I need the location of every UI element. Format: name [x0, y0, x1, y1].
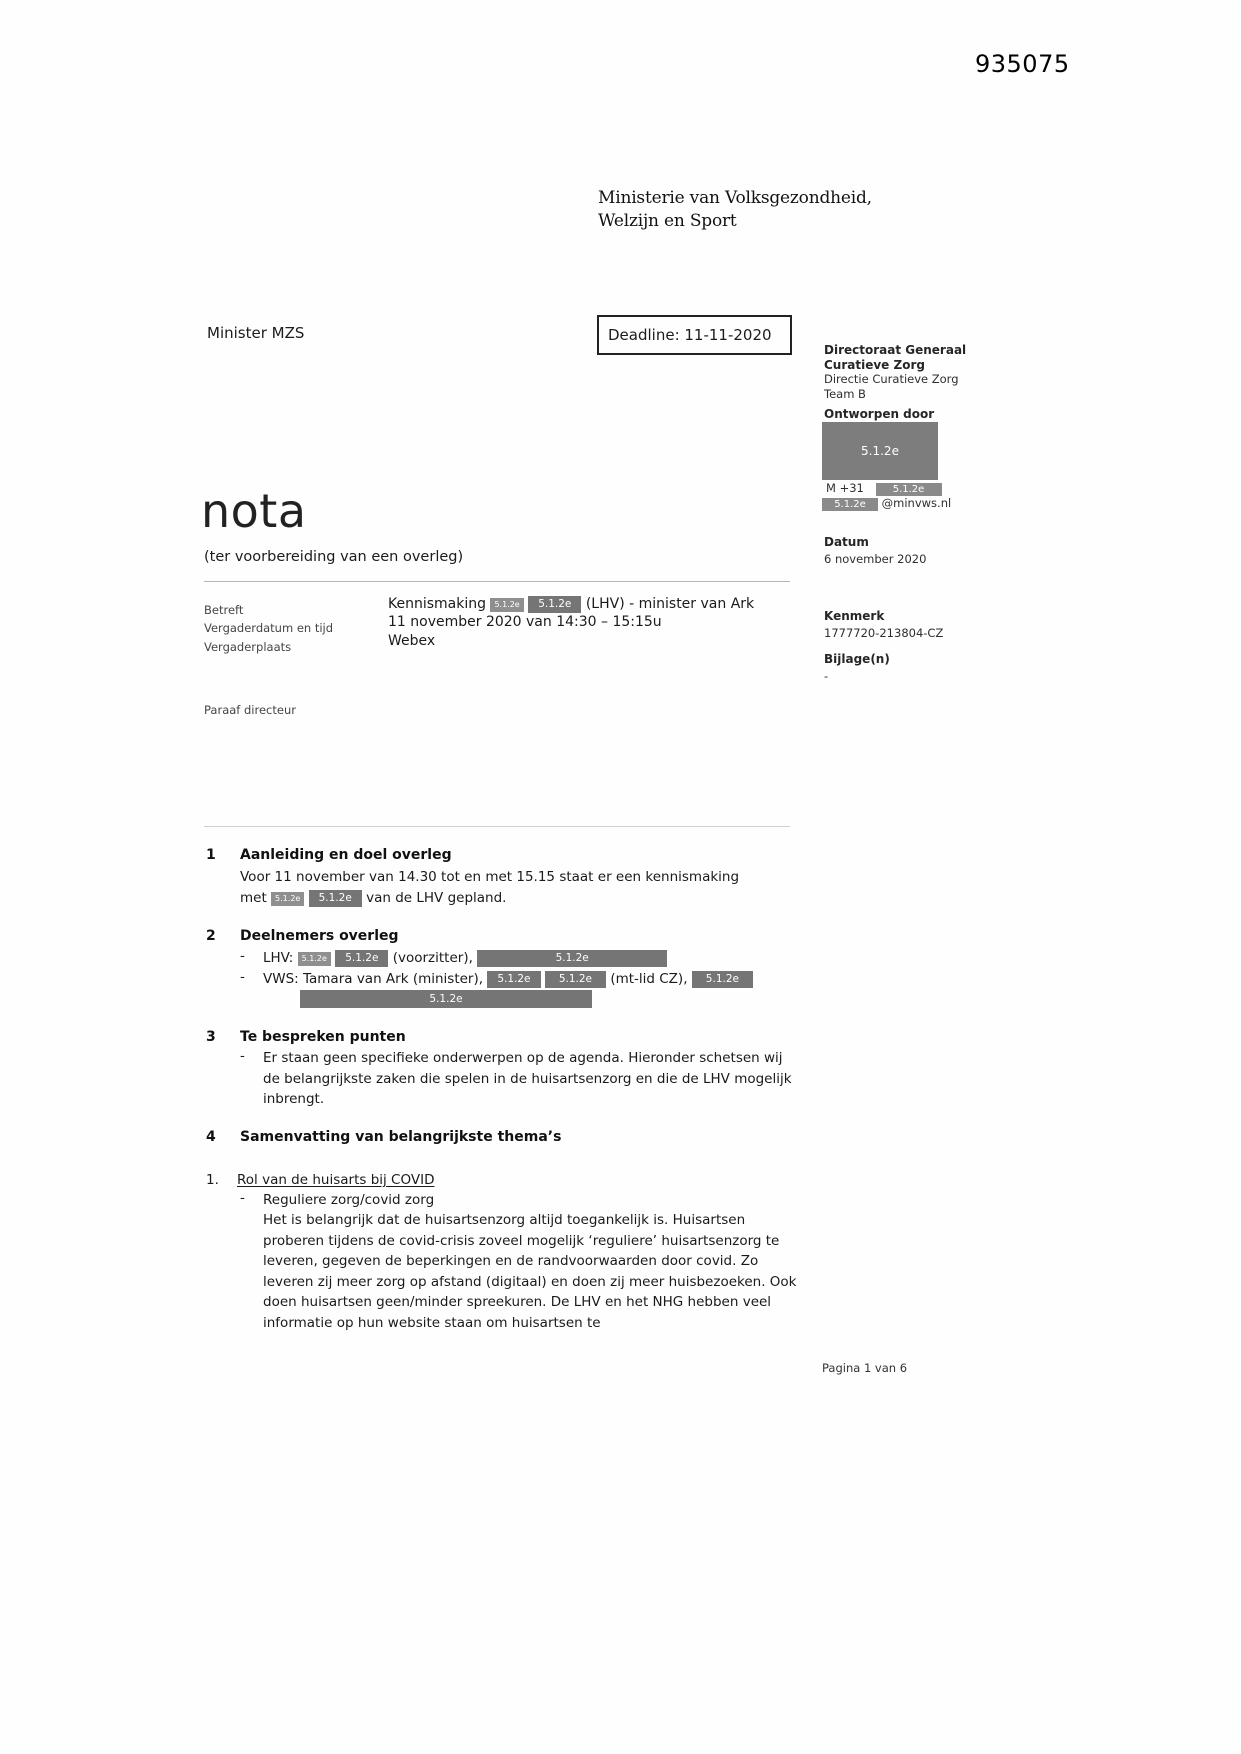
- kenmerk-value: 1777720-213804-CZ: [824, 626, 944, 640]
- theme1-paragraph: Het is belangrijk dat de huisartsenzorg altijd toegankelijk is. Huisartsen proberen tijdens de covid-crisis zoveel mogelijk ‘reguliere’ huisartsenzorg te leveren, gegeven de beperkingen en de randvoorwaarden door covid. Zo leveren zij meer zorg op afstand (digitaal) en doen zij meer huisbezoeken. Ook doen huisartsen geen/minder spreekuren. De LHV en het NHG hebben veel informatie op hun website staan om huisartsen te: [263, 1212, 797, 1331]
- org-line2: Curatieve Zorg: [824, 357, 925, 372]
- theme1-title: Rol van de huisarts bij COVID: [237, 1172, 435, 1188]
- vergaderplaats-label: Vergaderplaats: [204, 640, 292, 654]
- bullet1-mid: (voorzitter),: [392, 950, 473, 966]
- paraaf-directeur-label: Paraaf directeur: [204, 703, 296, 717]
- section4-number: 4: [206, 1129, 216, 1145]
- vergaderdatum-label: Vergaderdatum en tijd: [204, 621, 334, 635]
- section2-number: 2: [206, 928, 216, 944]
- redaction-block: 5.1.2e: [298, 952, 331, 966]
- section3-title: Te bespreken punten: [240, 1029, 406, 1045]
- betreft-text-post: (LHV) - minister van Ark: [585, 596, 755, 612]
- divider-body: [204, 826, 790, 827]
- deadline-box: [597, 315, 792, 355]
- section2-bullet2: [263, 969, 753, 990]
- section1-title: Aanleiding en doel overleg: [240, 847, 452, 863]
- org-line4: Team B: [824, 386, 866, 401]
- recipient: Minister MZS: [207, 324, 305, 342]
- vergaderdatum-value: 11 november 2020 van 14:30 – 15:15u: [388, 614, 662, 630]
- bullet2-mid: (mt-lid CZ),: [610, 971, 688, 987]
- section1-line2-post: van de LHV gepland.: [366, 889, 507, 906]
- kenmerk-label: Kenmerk: [824, 609, 885, 623]
- sidebar-email-line: [822, 496, 951, 511]
- section4-title: Samenvatting van belangrijkste thema’s: [240, 1129, 562, 1145]
- redaction-block: 5.1.2e: [490, 598, 523, 612]
- betreft-value: [388, 596, 754, 613]
- phone-prefix: M +31: [826, 481, 864, 495]
- section1-line1: Voor 11 november van 14.30 tot en met 15.15 staat er een kennismaking: [240, 869, 740, 885]
- vergaderplaats-value: Webex: [388, 633, 436, 649]
- org-line1: Directoraat Generaal: [824, 343, 967, 357]
- document-number: 935075: [975, 50, 1070, 78]
- page-footer: Pagina 1 van 6: [822, 1361, 908, 1375]
- bullet2-pre: VWS: Tamara van Ark (minister),: [263, 971, 484, 987]
- redaction-block: 5.1.2e: [692, 971, 753, 988]
- email-domain: @minvws.nl: [881, 496, 952, 510]
- redaction-label: 5.1.2e: [429, 993, 463, 1005]
- redaction-block-participants: [300, 990, 592, 1008]
- theme1-subheading: Reguliere zorg/covid zorg: [263, 1192, 435, 1208]
- bullet-dash: -: [240, 969, 245, 985]
- redaction-block: 5.1.2e: [528, 596, 581, 613]
- bullet1-pre: LHV:: [263, 950, 294, 966]
- ontworpen-door-label: Ontworpen door: [824, 407, 935, 421]
- theme1-number: 1.: [206, 1172, 219, 1188]
- redaction-block-author: [822, 422, 938, 480]
- section3-number: 3: [206, 1029, 216, 1045]
- redaction-label: 5.1.2e: [861, 444, 899, 458]
- section3-bullet: Er staan geen specifieke onderwerpen op de agenda. Hieronder schetsen wij de belangrijkste zaken die spelen in de huisartsenzorg en die de LHV mogelijk inbrengt.: [263, 1050, 792, 1107]
- divider-top: [204, 581, 790, 582]
- bijlagen-value: -: [824, 669, 829, 683]
- bijlagen-label: Bijlage(n): [824, 652, 890, 666]
- redaction-block: 5.1.2e: [545, 971, 606, 988]
- betreft-text-pre: Kennismaking: [388, 596, 486, 612]
- section1-line2: [240, 888, 785, 909]
- bullet-dash: -: [240, 1048, 245, 1064]
- section1-number: 1: [206, 847, 216, 863]
- section1-line2-pre: met: [240, 889, 267, 906]
- org-line3: Directie Curatieve Zorg: [824, 372, 959, 386]
- section2-title: Deelnemers overleg: [240, 928, 399, 944]
- section2-bullet1: [263, 948, 667, 969]
- ministry-line1: Ministerie van Volksgezondheid,: [598, 188, 872, 208]
- bullet-dash: -: [240, 948, 245, 964]
- betreft-label: Betreft: [204, 603, 244, 617]
- redaction-block: 5.1.2e: [487, 971, 540, 988]
- nota-subtitle: (ter voorbereiding van een overleg): [204, 549, 464, 565]
- redaction-block: 5.1.2e: [477, 950, 667, 967]
- redaction-block-phone: 5.1.2e: [876, 483, 942, 496]
- ministry-header: [598, 187, 872, 233]
- redaction-block: 5.1.2e: [309, 890, 362, 907]
- ministry-line2: Welzijn en Sport: [598, 211, 737, 231]
- redaction-block-email: 5.1.2e: [822, 498, 878, 511]
- redaction-block: 5.1.2e: [335, 950, 388, 967]
- section1-body: [240, 867, 785, 908]
- datum-value: 6 november 2020: [824, 552, 927, 566]
- datum-label: Datum: [824, 535, 869, 549]
- bullet-dash: -: [240, 1190, 245, 1206]
- redaction-block: 5.1.2e: [271, 892, 304, 906]
- deadline-text: Deadline: 11-11-2020: [608, 326, 772, 344]
- sidebar-org-block: [824, 343, 994, 401]
- nota-title: nota: [201, 484, 307, 538]
- sidebar-phone-line: [826, 481, 942, 496]
